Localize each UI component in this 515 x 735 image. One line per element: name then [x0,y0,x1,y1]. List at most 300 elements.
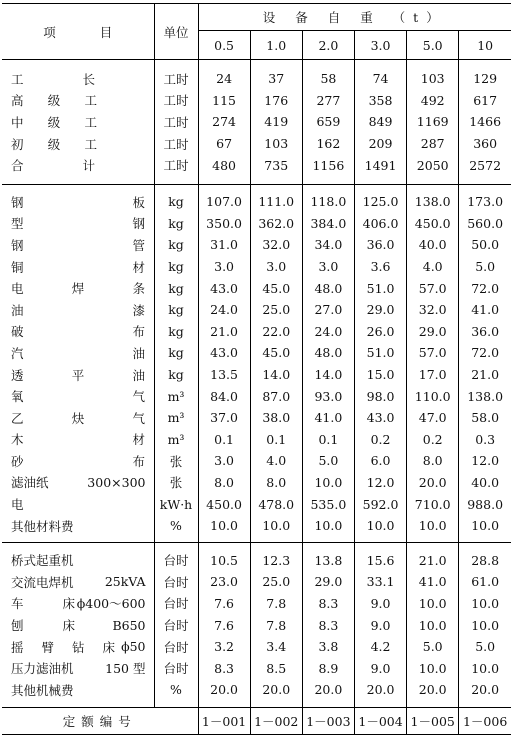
item-name-cell [2,234,154,256]
value-cell: 28.8 [459,549,511,571]
value-cell: 48.0 [302,342,354,364]
header-weight-6: 10 [459,31,511,60]
item-unit: % [154,679,198,701]
item-unit: kg [154,191,198,213]
value-cell: 8.3 [302,614,354,636]
machinery-row [2,571,511,593]
item-name-char: 床 [62,596,75,612]
value-cell: 4.0 [250,450,302,472]
item-name-cell [2,277,154,299]
item-name-char: 计 [82,158,95,174]
value-cell: 31.0 [198,234,250,256]
value-cell: 560.0 [459,213,511,235]
item-name-cell [2,493,154,515]
value-cell: 0.3 [459,429,511,451]
item-name-cell [2,111,154,133]
item-spec: 300×300 [87,474,146,490]
value-cell: 118.0 [302,191,354,213]
item-name-cell [2,256,154,278]
value-cell: 988.0 [459,493,511,515]
item-spec: B650 [112,617,146,633]
value-cell: 20.0 [407,472,459,494]
value-cell: 37.0 [198,407,250,429]
value-cell: 10.0 [407,614,459,636]
value-cell: 58 [302,68,354,90]
value-cell: 20.0 [302,679,354,701]
value-cell: 0.2 [354,429,406,451]
material-row [2,450,511,472]
item-name-char: 电 [11,281,24,297]
footer-label: 定额编号 [2,707,198,734]
value-cell: 87.0 [250,385,302,407]
value-cell: 34.0 [302,234,354,256]
value-cell: 10.0 [302,515,354,537]
item-name: 滤油纸 [11,475,49,491]
item-name-char: 管 [132,237,145,253]
value-cell: 10.0 [459,593,511,615]
header-weight-3: 2.0 [302,31,354,60]
value-cell: 25.0 [250,299,302,321]
value-cell: 8.9 [302,657,354,679]
item-unit: kg [154,277,198,299]
item-name-char: 气 [132,389,145,405]
value-cell: 43.0 [198,342,250,364]
item-name-char: 钻 [71,639,85,655]
spacer-row [2,176,511,185]
value-cell: 48.0 [302,277,354,299]
item-name-char: 摇 [11,639,24,655]
value-cell: 735 [250,154,302,176]
header-weight-5: 5.0 [407,31,459,60]
value-cell: 72.0 [459,277,511,299]
item-name-cell [2,450,154,472]
value-cell: 8.3 [302,593,354,615]
labor-row [2,133,511,155]
value-cell: 710.0 [407,493,459,515]
item-name-char: 布 [132,324,145,340]
material-row [2,191,511,213]
item-name-char: 砂 [11,453,24,469]
value-cell: 10.0 [459,614,511,636]
quota-code: 1－005 [407,707,459,734]
item-unit: 工时 [154,90,198,112]
value-cell: 419 [250,111,302,133]
header-weight-4: 3.0 [354,31,406,60]
value-cell: 535.0 [302,493,354,515]
value-cell: 8.0 [250,472,302,494]
item-unit: kg [154,213,198,235]
value-cell: 125.0 [354,191,406,213]
item-name-cell [2,213,154,235]
item-name-char: 长 [82,71,95,87]
value-cell: 2050 [407,154,459,176]
item-name-char: 钢 [132,216,145,232]
item-name-char: 初 [11,136,24,152]
value-cell: 358 [354,90,406,112]
item-name-cell [2,429,154,451]
item-name-char: 板 [132,194,145,210]
value-cell: 67 [198,133,250,155]
item-name-char: 油 [11,302,24,318]
value-cell: 209 [354,133,406,155]
item-name: 交流电焊机 [11,574,74,590]
value-cell: 61.0 [459,571,511,593]
item-name-char: 工 [84,114,97,130]
material-row [2,472,511,494]
item-name-char: 中 [11,114,24,130]
quota-code: 1－006 [459,707,511,734]
value-cell: 47.0 [407,407,459,429]
item-name-char: 刨 [11,618,24,634]
item-name-cell [2,191,154,213]
value-cell: 478.0 [250,493,302,515]
value-cell: 10.0 [459,515,511,537]
value-cell: 3.0 [198,256,250,278]
item-with-spec [11,638,154,656]
value-cell: 15.6 [354,549,406,571]
value-cell: 9.0 [354,614,406,636]
value-cell: 20.0 [250,679,302,701]
value-cell: 13.8 [302,549,354,571]
value-cell: 4.2 [354,636,406,658]
value-cell: 57.0 [407,342,459,364]
value-cell: 33.1 [354,571,406,593]
value-cell: 3.0 [250,256,302,278]
value-cell: 36.0 [459,321,511,343]
item-name-char: 漆 [132,302,145,318]
value-cell: 5.0 [459,256,511,278]
value-cell: 57.0 [407,277,459,299]
item-name-char: 电 [11,497,24,513]
material-row [2,364,511,386]
value-cell: 26.0 [354,321,406,343]
value-cell: 27.0 [302,299,354,321]
item-name-char: 汽 [11,345,24,361]
value-cell: 29.0 [407,321,459,343]
item-name-char: 平 [71,367,85,383]
value-cell: 129 [459,68,511,90]
quota-code: 1－003 [302,707,354,734]
value-cell: 7.6 [198,614,250,636]
value-cell: 29.0 [302,571,354,593]
value-cell: 40.0 [459,472,511,494]
item-name-char: 布 [132,453,145,469]
quota-code: 1－004 [354,707,406,734]
item-name-char: 氧 [11,389,24,405]
value-cell: 17.0 [407,364,459,386]
value-cell: 6.0 [354,450,406,472]
value-cell: 1156 [302,154,354,176]
value-cell: 51.0 [354,342,406,364]
item-name-char: 合 [11,158,24,174]
value-cell: 617 [459,90,511,112]
item-name-char: 臂 [41,639,54,655]
value-cell: 22.0 [250,321,302,343]
item-name-cell [2,133,154,155]
material-row [2,277,511,299]
item-unit: 工时 [154,154,198,176]
item-spec: ϕ400～600 [76,596,146,612]
value-cell: 0.1 [198,429,250,451]
item-name-char: 钢 [11,237,24,253]
item-spec: 25kVA [104,574,146,590]
value-cell: 162 [302,133,354,155]
value-cell: 480 [198,154,250,176]
item-name-char: 破 [11,324,24,340]
value-cell: 21.0 [407,549,459,571]
item-spec: 150 型 [105,661,146,677]
item-unit: 台时 [154,593,198,615]
value-cell: 12.0 [354,472,406,494]
value-cell: 111.0 [250,191,302,213]
value-cell: 21.0 [198,321,250,343]
value-cell: 5.0 [407,636,459,658]
item-unit: 工时 [154,133,198,155]
item-name-cell [2,679,154,701]
machinery-row [2,549,511,571]
item-name-char: 车 [11,596,24,612]
material-row [2,385,511,407]
value-cell: 3.0 [302,256,354,278]
item-name-char: 型 [11,216,24,232]
value-cell: 277 [302,90,354,112]
item-name: 压力滤油机 [11,661,74,677]
value-cell: 41.0 [459,299,511,321]
item-unit: kg [154,364,198,386]
value-cell: 13.5 [198,364,250,386]
item-name-cell [2,407,154,429]
value-cell: 7.8 [250,593,302,615]
material-row [2,429,511,451]
value-cell: 12.3 [250,549,302,571]
item-unit: kg [154,342,198,364]
item-name-cell [2,154,154,176]
value-cell: 36.0 [354,234,406,256]
item-with-spec [11,659,154,677]
value-cell: 110.0 [407,385,459,407]
value-cell: 43.0 [354,407,406,429]
item-unit: 台时 [154,549,198,571]
material-row [2,515,511,537]
value-cell: 50.0 [459,234,511,256]
item-name-char: 条 [132,281,145,297]
value-cell: 10.0 [250,515,302,537]
value-cell: 21.0 [459,364,511,386]
value-cell: 0.2 [407,429,459,451]
value-cell: 45.0 [250,277,302,299]
value-cell: 384.0 [302,213,354,235]
value-cell: 10.0 [407,515,459,537]
quota-code: 1－002 [250,707,302,734]
value-cell: 287 [407,133,459,155]
quota-code: 1－001 [198,707,250,734]
item-name: 桥式起重机 [11,553,74,569]
item-unit: kg [154,299,198,321]
item-unit: 台时 [154,571,198,593]
value-cell: 406.0 [354,213,406,235]
item-name-char: 级 [47,136,61,152]
value-cell: 8.0 [198,472,250,494]
machinery-row [2,636,511,658]
value-cell: 103 [407,68,459,90]
material-row [2,493,511,515]
value-cell: 274 [198,111,250,133]
value-cell: 93.0 [302,385,354,407]
value-cell: 38.0 [250,407,302,429]
material-row [2,321,511,343]
item-name-char: 木 [11,432,24,448]
value-cell: 10.0 [407,657,459,679]
value-cell: 23.0 [198,571,250,593]
header-unit: 单位 [154,4,198,60]
material-row [2,407,511,429]
value-cell: 10.0 [459,657,511,679]
item-unit: % [154,515,198,537]
value-cell: 1169 [407,111,459,133]
item-name-char: 材 [132,259,145,275]
value-cell: 3.8 [302,636,354,658]
item-unit: kg [154,256,198,278]
item-unit: 张 [154,472,198,494]
value-cell: 15.0 [354,364,406,386]
value-cell: 3.0 [198,450,250,472]
value-cell: 103 [250,133,302,155]
value-cell: 45.0 [250,342,302,364]
value-cell: 58.0 [459,407,511,429]
value-cell: 84.0 [198,385,250,407]
value-cell: 41.0 [302,407,354,429]
material-row [2,213,511,235]
value-cell: 849 [354,111,406,133]
item-name-char: 床 [102,639,115,655]
value-cell: 659 [302,111,354,133]
item-name-cell [2,321,154,343]
value-cell: 138.0 [459,385,511,407]
value-cell: 74 [354,68,406,90]
material-row [2,299,511,321]
value-cell: 176 [250,90,302,112]
value-cell: 7.6 [198,593,250,615]
item-name-char: 透 [11,367,24,383]
value-cell: 7.8 [250,614,302,636]
value-cell: 350.0 [198,213,250,235]
value-cell: 450.0 [198,493,250,515]
header-item-char-2: 目 [99,24,113,40]
value-cell: 40.0 [407,234,459,256]
header-weight-2: 1.0 [250,31,302,60]
value-cell: 24 [198,68,250,90]
item-unit: kg [154,234,198,256]
value-cell: 3.4 [250,636,302,658]
item-name-char: 级 [47,114,61,130]
item-name-char: 床 [62,618,75,634]
item-unit: 台时 [154,614,198,636]
value-cell: 10.5 [198,549,250,571]
item-name-char: 炔 [71,410,85,426]
item-with-spec [11,616,154,634]
item-spec: ϕ50 [121,639,146,655]
value-cell: 10.0 [302,472,354,494]
item-name-cell [2,571,154,593]
value-cell: 20.0 [459,679,511,701]
value-cell: 10.0 [407,593,459,615]
value-cell: 450.0 [407,213,459,235]
material-row [2,342,511,364]
item-name-cell [2,364,154,386]
value-cell: 138.0 [407,191,459,213]
value-cell: 24.0 [198,299,250,321]
value-cell: 25.0 [250,571,302,593]
material-row [2,234,511,256]
value-cell: 115 [198,90,250,112]
item-unit: 台时 [154,657,198,679]
value-cell: 0.1 [250,429,302,451]
value-cell: 24.0 [302,321,354,343]
item-with-spec [11,573,154,591]
material-row [2,256,511,278]
item-name-char: 材 [132,432,145,448]
item-name-cell [2,636,154,658]
header-weight-1: 0.5 [198,31,250,60]
item-name-cell [2,385,154,407]
header-item-cell [2,4,154,60]
value-cell: 29.0 [354,299,406,321]
value-cell: 173.0 [459,191,511,213]
item-name-cell [2,472,154,494]
item-name-cell [2,68,154,90]
value-cell: 3.6 [354,256,406,278]
item-unit: 工时 [154,111,198,133]
value-cell: 492 [407,90,459,112]
header-item-char-1: 项 [43,24,56,40]
item-name-cell [2,90,154,112]
machinery-row [2,657,511,679]
item-name: 其他材料费 [11,518,74,534]
item-name: 其他机械费 [11,682,74,698]
item-with-spec [11,473,154,491]
value-cell: 51.0 [354,277,406,299]
value-cell: 20.0 [354,679,406,701]
value-cell: 360 [459,133,511,155]
item-name-char: 级 [47,93,61,109]
value-cell: 1466 [459,111,511,133]
item-unit: m³ [154,407,198,429]
item-name-cell [2,549,154,571]
item-unit: m³ [154,429,198,451]
value-cell: 4.0 [407,256,459,278]
value-cell: 20.0 [407,679,459,701]
item-name-cell [2,515,154,537]
machinery-row [2,593,511,615]
item-unit: 工时 [154,68,198,90]
value-cell: 14.0 [302,364,354,386]
item-name-cell [2,657,154,679]
item-name-char: 油 [132,367,145,383]
value-cell: 9.0 [354,593,406,615]
value-cell: 10.0 [198,515,250,537]
value-cell: 32.0 [250,234,302,256]
item-name-char: 工 [84,136,97,152]
item-name-char: 工 [84,93,97,109]
value-cell: 3.2 [198,636,250,658]
item-name-char: 高 [11,93,24,109]
value-cell: 10.0 [354,515,406,537]
item-with-spec [11,594,154,612]
item-unit: 台时 [154,636,198,658]
labor-row [2,154,511,176]
item-name-char: 钢 [11,194,24,210]
machinery-row [2,614,511,636]
